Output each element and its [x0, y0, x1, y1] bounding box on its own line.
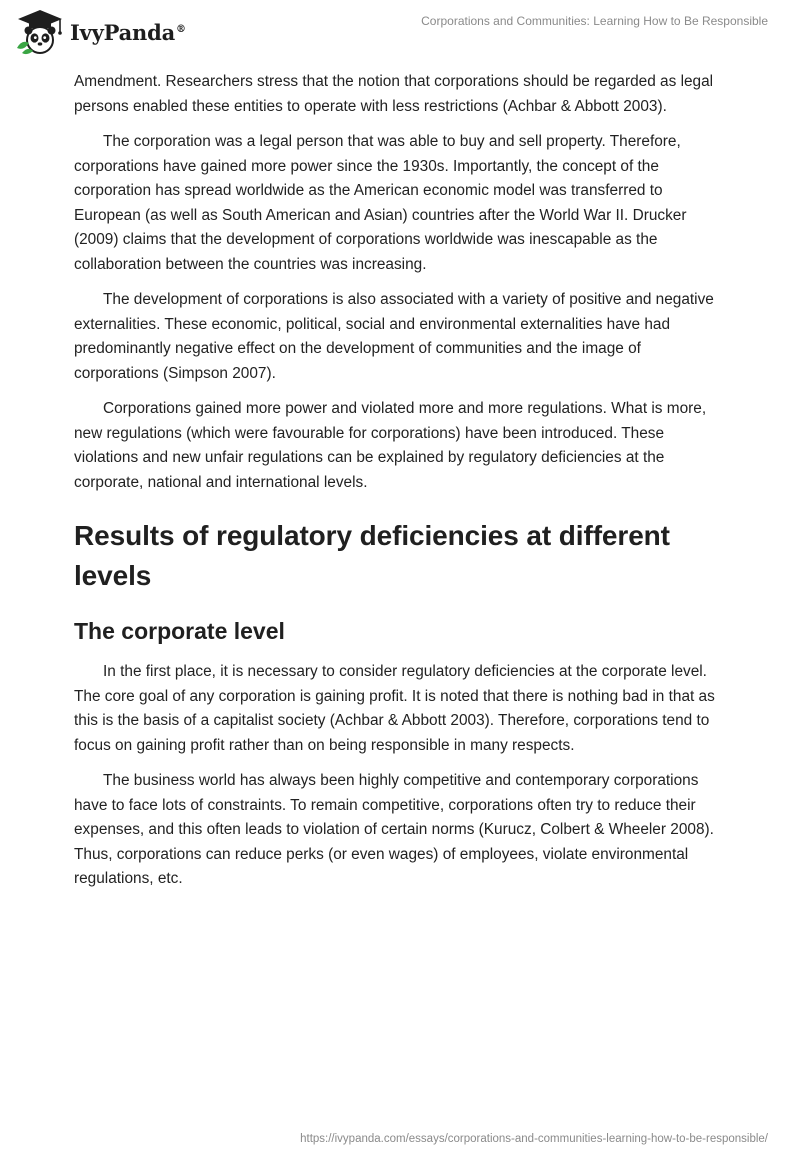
- paragraph: The corporation was a legal person that was able to buy and sell property. Therefore, corporations have gained more power since the 1930s. Importantly, the concept of the corporation has spread worldwide as the American economic model was transferred to European (as well as South American and Asian) countries after the World War II. Drucker (2009) claims that the development of corporations worldwide was inescapable as the collaboration between the countries was increasing.: [74, 133, 687, 273]
- page-header: [0, 0, 800, 64]
- subsection-heading: The corporate level: [74, 618, 285, 644]
- document-title: Corporations and Communities: Learning How to Be Responsible: [421, 14, 768, 28]
- paragraph: The development of corporations is also associated with a variety of positive and negative externalities. These economic, political, social and environmental externalities have had predominantly negative effect on the development of communities and the image of corporations (Simpson 2007).: [74, 291, 714, 382]
- essay-body: [74, 70, 726, 892]
- panda-graduate-icon: [14, 8, 66, 56]
- registered-mark: ®: [176, 23, 186, 35]
- section-heading: Results of regulatory deficiencies at different levels: [74, 520, 670, 591]
- paragraph: In the first place, it is necessary to consider regulatory deficiencies at the corporate level. The core goal of any corporation is gaining profit. It is noted that there is nothing bad in that as this is the basis of a capitalist society (Achbar & Abbott 2003). Therefore, corporations tend to focus on gaining profit rather than on being responsible in many respects.: [74, 663, 715, 754]
- paragraph-continuation: Amendment. Researchers stress that the notion that corporations should be regarded as legal persons enabled these entities to operate with less restrictions (Achbar & Abbott 2003).: [74, 73, 714, 115]
- paragraph: Corporations gained more power and violated more and more regulations. What is more, new regulations (which were favourable for corporations) have been introduced. These violations and new unfair regulations can be explained by regulatory deficiencies at the corporate, national and international levels.: [74, 400, 707, 491]
- paragraph: The business world has always been highly competitive and contemporary corporations have to face lots of constraints. To remain competitive, corporations often try to reduce their expenses, and this often leads to violation of certain norms (Kurucz, Colbert & Wheeler 2008). Thus, corporations can reduce perks (or even wages) of employees, violate environmental regulations, etc.: [74, 772, 714, 887]
- ivypanda-logo[interactable]: [14, 8, 186, 56]
- brand-name: IvyPanda®: [70, 19, 186, 45]
- source-url[interactable]: https://ivypanda.com/essays/corporations-and-communities-learning-how-to-be-responsible/: [300, 1133, 768, 1145]
